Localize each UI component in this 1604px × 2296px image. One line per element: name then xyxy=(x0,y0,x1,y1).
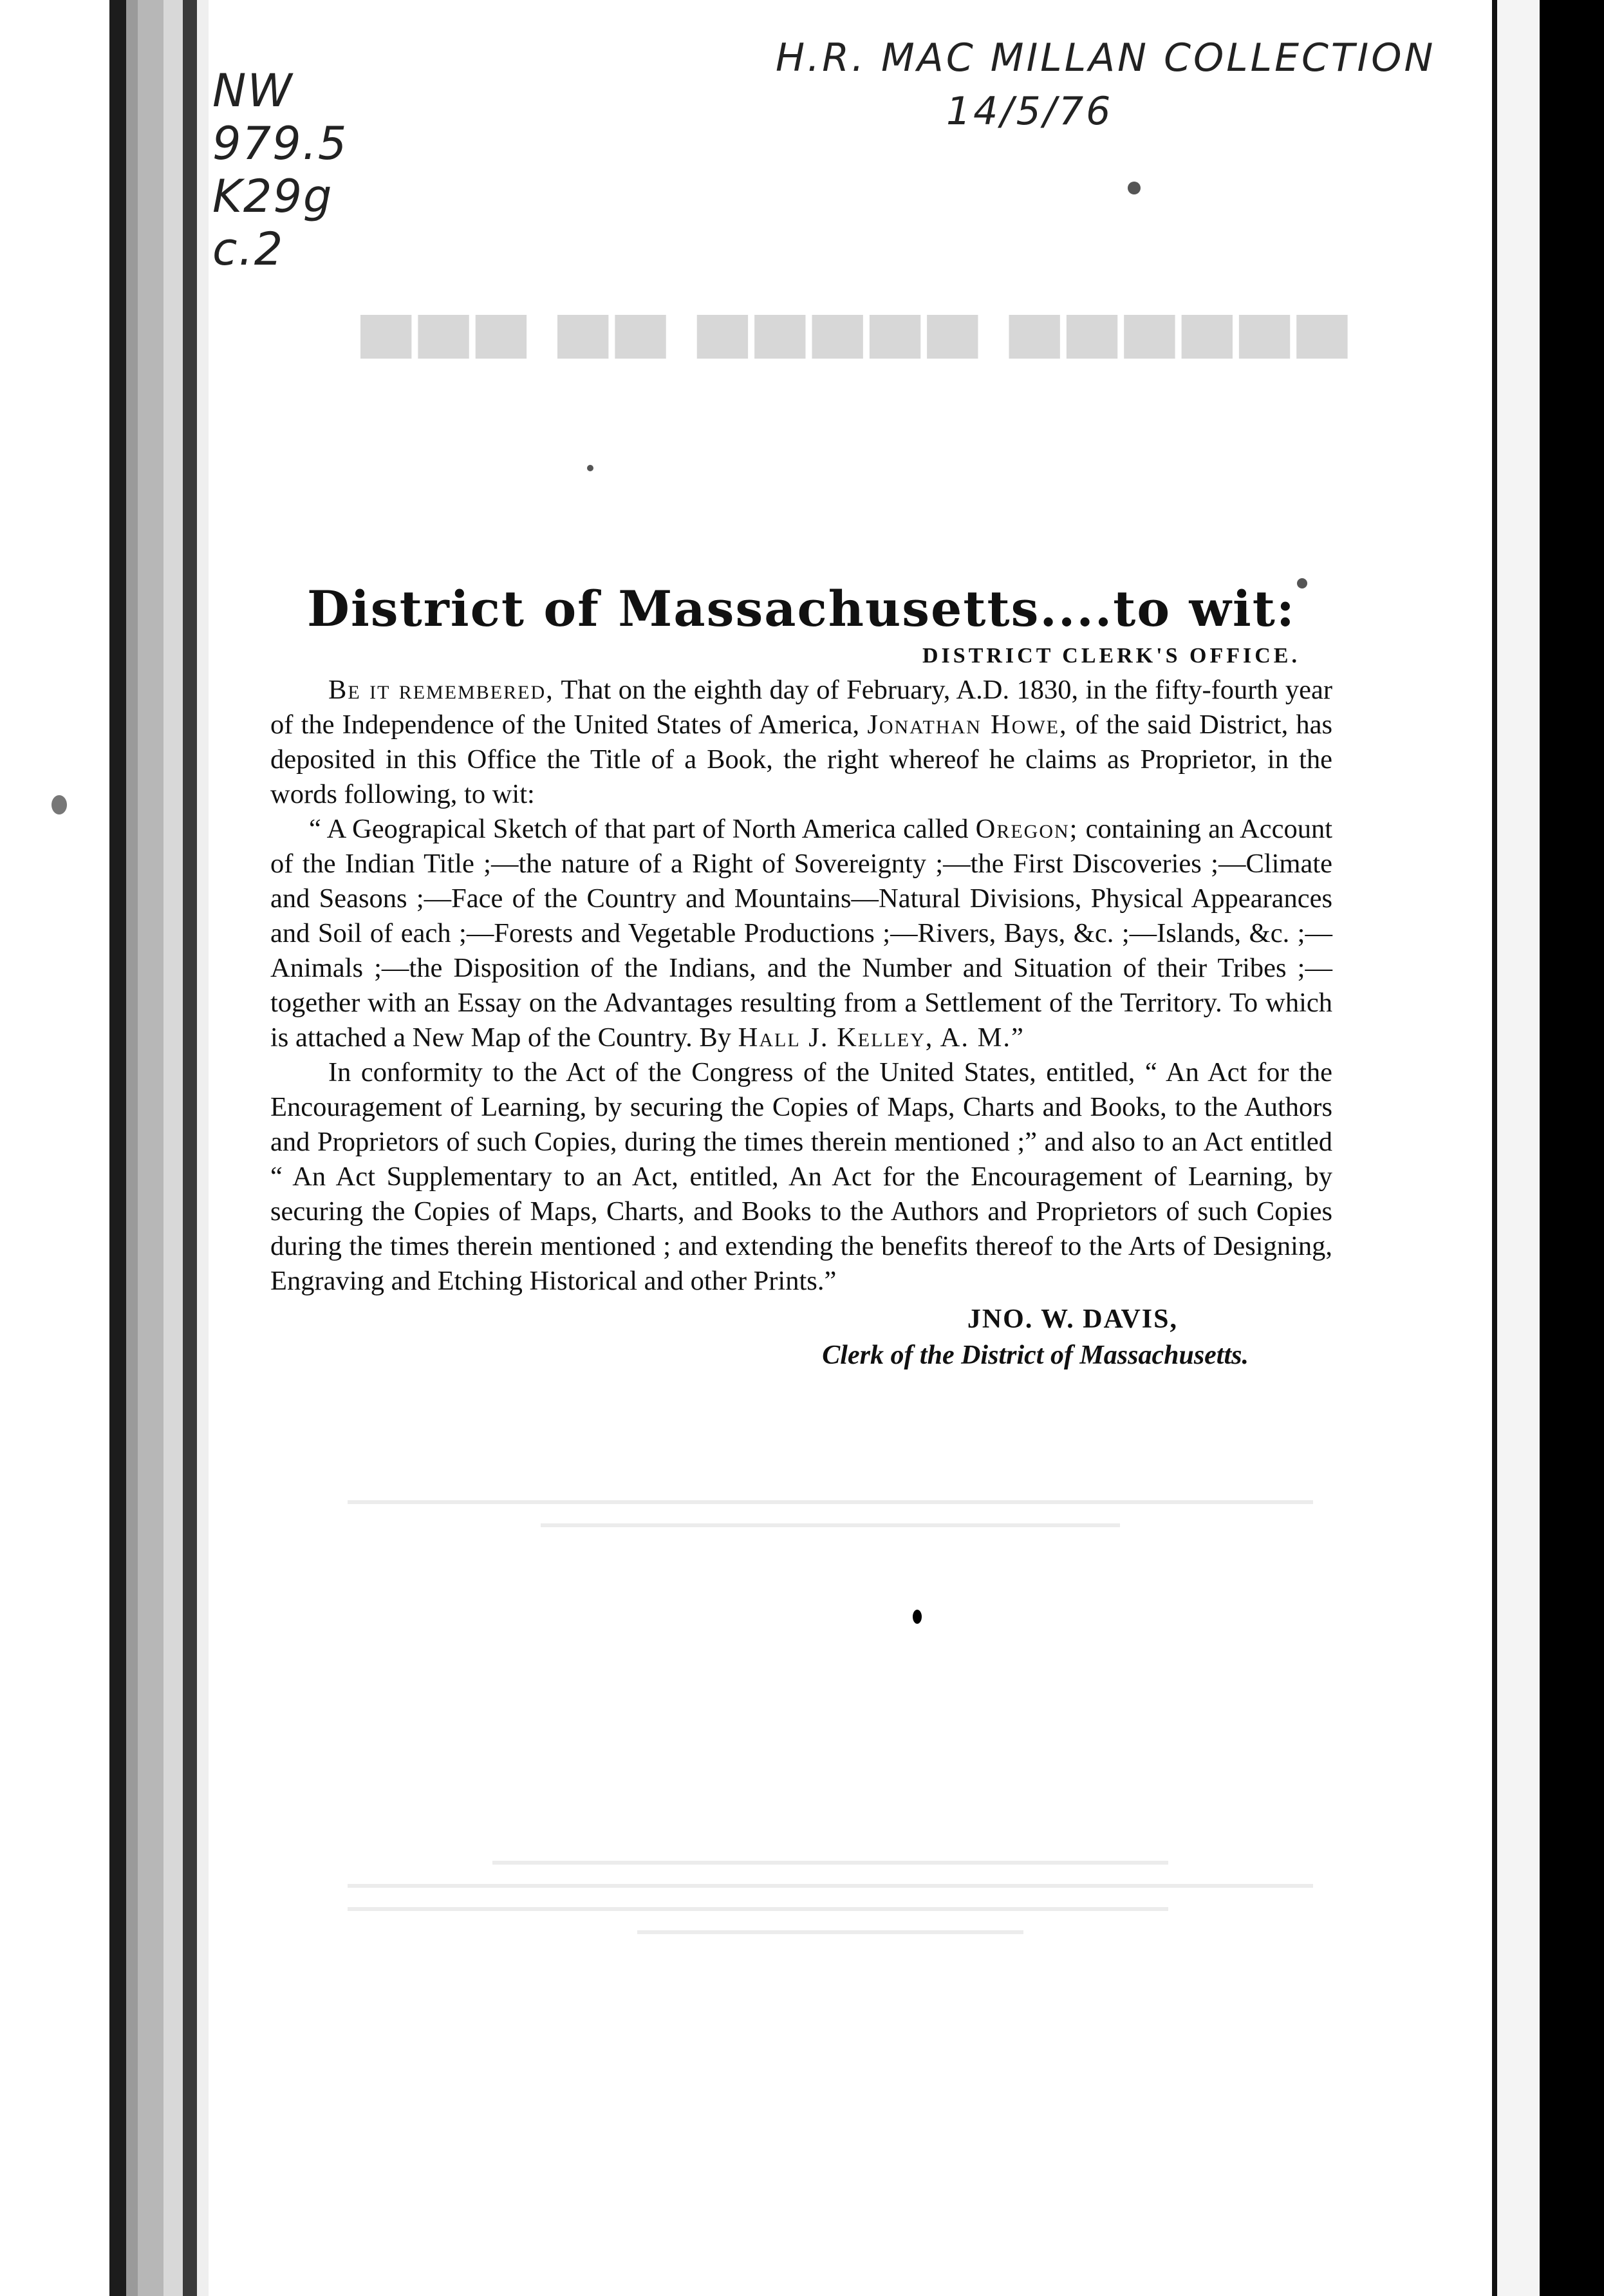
author-name: Hall J. Kelley, A. M. xyxy=(738,1022,1011,1053)
clerk-name: JNO. W. DAVIS, xyxy=(967,1304,1178,1334)
ink-speck xyxy=(51,795,67,814)
show-through-lines xyxy=(348,1481,1313,1547)
clerk-title: Clerk of the District of Massachusetts. xyxy=(822,1341,1249,1370)
registration-text: That on the eighth day of February, A.D. 1830, in the fifty-fourth year of the Independence of the United States of America, xyxy=(270,675,1333,740)
district-heading: District of Massachusetts....to wit: xyxy=(307,580,1296,637)
right-page-edge xyxy=(1497,0,1540,2296)
be-it-remembered: Be it remembered, xyxy=(328,675,554,705)
call-number-line: 979.5 xyxy=(212,117,348,170)
handwritten-collection-note: H.R. MAC MILLAN COLLECTION xyxy=(776,35,1436,80)
call-number-line: K29g xyxy=(212,170,333,223)
quote-end: ” xyxy=(1011,1022,1023,1053)
depositor-name: Jonathan Howe, xyxy=(867,710,1068,740)
quote-rest: containing an Account of the Indian Title ;—the nature of a Right of Sovereignty ;—the First Discoveries ;—Climate and Seasons ;—Face of the Country and Mountains—Natural Divisions, Physical Appearances and Soil of each ;—Forests and Vegetable Productions ;—Rivers, Bays, &c. ;—Islands, &c. ;—Animals ;—the Disposition of the Indians, and the Number and Situation of their Tribes ;—together with an Essay on the Advantages resulting from a Settlement of the Territory. To which is attached a New Map of the Country. By xyxy=(270,814,1333,1053)
oregon-name: Oregon; xyxy=(975,814,1079,844)
call-number-line: NW xyxy=(212,64,294,117)
registration-text-rest: of the said District, has deposited in this Office the Title of a Book, the right whereof he claims as Proprietor, in the words following, to wit: xyxy=(270,710,1333,809)
right-edge-line xyxy=(1492,0,1497,2296)
handwritten-call-number xyxy=(212,64,348,276)
ink-speck xyxy=(587,465,593,471)
quote-start: “ A Geograpical Sketch of that part of North America called xyxy=(309,814,969,844)
call-number-line: c.2 xyxy=(212,223,284,276)
page-spine-shadow xyxy=(138,0,163,2296)
conformity-paragraph: In conformity to the Act of the Congress of the United States, entitled, “ An Act for the Encouragement of Learning, by securing the Copies of Maps, Charts and Books, to the Authors and Proprietors of such Copies, during the times therein mentioned ;” and also to an Act entitled “ An Act Supplementary to an Act, entitled, An Act for the Encouragement of Learning, by securing the Copies of Maps, Charts, and Books to the Authors and Proprietors of such Copies during the times therein mentioned ; and extending the benefits thereof to the Arts of Designing, Engraving and Etching Historical and other Prints.” xyxy=(270,1057,1332,1296)
show-through-lines xyxy=(348,1841,1313,1953)
show-through-title: ▀▀▀ ▀▀ ▀▀▀▀▀ ▀▀▀▀▀▀ xyxy=(360,317,1354,397)
copyright-notice xyxy=(270,580,1333,1373)
handwritten-collection-date: 14/5/76 xyxy=(946,89,1114,134)
film-edge-dark xyxy=(109,0,126,2296)
ink-speck xyxy=(913,1610,922,1624)
page-margin xyxy=(197,0,209,2296)
page-edge-line xyxy=(183,0,197,2296)
right-film-edge xyxy=(1540,0,1604,2296)
film-edge-gray xyxy=(126,0,138,2296)
page-spine-light xyxy=(163,0,183,2296)
book-title-quote xyxy=(270,812,1332,1055)
ink-speck xyxy=(1128,182,1141,194)
signature-block xyxy=(270,1301,1332,1373)
district-clerk-office: DISTRICT CLERK'S OFFICE. xyxy=(922,644,1300,668)
registration-paragraph xyxy=(270,673,1332,812)
